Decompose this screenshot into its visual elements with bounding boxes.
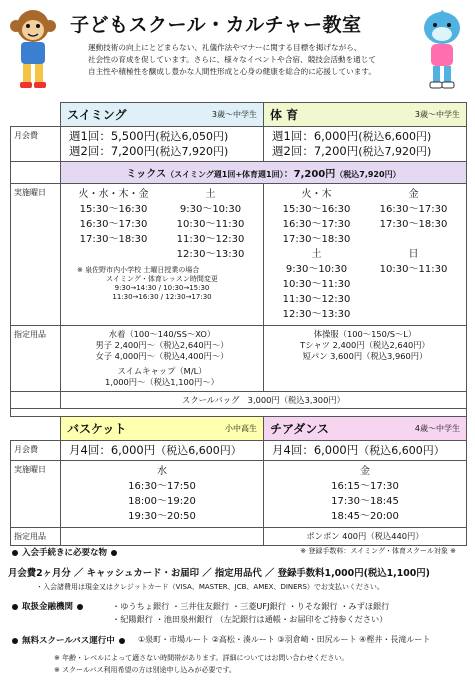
item-line: 体操服（100～150/S～L） xyxy=(313,329,417,339)
basket-items xyxy=(61,528,264,546)
item-line: 水着（100～140/SS～XO） xyxy=(108,329,216,339)
swimming-fee1-tax: (税込6,050円) xyxy=(155,130,229,143)
bag-left-cell xyxy=(11,392,61,409)
taiiku-fee1: 週1回：6,000円 xyxy=(272,129,359,143)
schedule-time: 16:30～17:30 xyxy=(79,219,148,230)
swimming-fee2-tax: (税込7,920円) xyxy=(155,145,229,158)
item-line: 女子 4,000円～（税込4,400円～） xyxy=(95,351,229,361)
schedule-time: 10:30～11:30 xyxy=(282,279,351,290)
schedule-time: 17:30～18:30 xyxy=(282,234,351,245)
schedule-time: 16:15～17:30 xyxy=(331,481,399,492)
cheer-schedule xyxy=(264,461,467,528)
intro-line: 自主性や積極性を醸成し豊かな人間性形成と心身の健康を総合的に応援しています。 xyxy=(88,66,376,76)
intro-text xyxy=(88,42,403,77)
schedule-time: 18:45～20:00 xyxy=(331,511,399,522)
taiiku-fee2-tax: (税込7,920円) xyxy=(358,145,432,158)
schedule-time: 11:30～12:30 xyxy=(282,294,351,305)
bank-line: ・ゆうちょ銀行 ・三井住友銀行 ・三菱UFJ銀行 ・りそな銀行 ・みずほ銀行 xyxy=(112,601,390,611)
schedule-time: 17:30～18:30 xyxy=(79,234,148,245)
bank-title: 取扱金融機関 xyxy=(22,602,74,612)
schedule-time: 16:30～17:50 xyxy=(128,481,196,492)
cheer-age: 4歳～中学生 xyxy=(414,424,460,433)
basket-fee-tax: （税込6,600円） xyxy=(155,444,242,457)
items-label: 指定用品 xyxy=(11,326,61,392)
cheer-header xyxy=(264,417,467,441)
item-line: 男子 2,400円～（税込2,640円～） xyxy=(95,340,229,350)
note-line: 9:30→14:30 / 10:30→15:30 xyxy=(114,284,210,292)
cheer-name: チアダンス xyxy=(270,422,329,436)
schedule-day: 日 xyxy=(408,249,419,260)
schedule-time: 9:30～10:30 xyxy=(285,264,348,275)
bank-list xyxy=(112,600,389,626)
enroll-heading xyxy=(8,546,121,558)
enroll-section xyxy=(8,546,470,592)
swimming-fee1: 週1回：5,500円 xyxy=(69,129,156,143)
footer-note: ※ スクールバス利用希望の方は別途申し込みが必要です。 xyxy=(54,666,236,674)
taiiku-header xyxy=(264,103,467,127)
bullet-icon xyxy=(77,604,83,610)
items-label: 指定用品 xyxy=(11,528,61,546)
footer-note: ※ 年齢・レベルによって適さない時間帯があります。詳細についてはお問い合わせください。 xyxy=(54,654,349,662)
schedule-day: 水 xyxy=(157,466,167,477)
bus-heading xyxy=(8,634,138,646)
note-line: スイミング・体育レッスン時間変更 xyxy=(106,275,218,283)
days-label: 実施曜日 xyxy=(11,461,61,528)
enroll-note: ※ 登録手数料：スイミング・体育スクール対象 ※ xyxy=(300,547,456,555)
swimming-name: スイミング xyxy=(67,108,127,122)
bus-title: 無料スクールバス運行中 xyxy=(22,636,115,646)
basket-age: 小中高生 xyxy=(225,424,257,433)
schedule-day: 土 xyxy=(311,249,322,260)
schedule-time: 16:30～17:30 xyxy=(282,219,351,230)
schedule-time: 18:00～19:20 xyxy=(128,496,196,507)
schedule-day: 火・水・木・金 xyxy=(78,189,149,200)
item-line: 短パン 3,600円（税込3,960円） xyxy=(302,351,428,361)
basket-name: バスケット xyxy=(67,422,127,436)
note-line: 11:30→16:30 / 12:30→17:30 xyxy=(112,293,212,301)
schedule-time: 11:30～12:30 xyxy=(176,234,245,245)
schedule-time: 10:30～11:30 xyxy=(379,264,448,275)
basket-fee-value: 月4回：6,000円 xyxy=(69,443,156,457)
taiiku-fee xyxy=(264,127,467,162)
mix-left-cell xyxy=(11,162,61,184)
monthly-fee-label: 月会費 xyxy=(11,127,61,162)
bus-section xyxy=(8,634,470,646)
monkey-mascot-icon xyxy=(6,6,60,92)
swimming-items xyxy=(61,326,264,392)
swimming-fee xyxy=(61,127,264,162)
school-bag: スクールバッグ 3,000円（税込3,300円） xyxy=(61,392,467,409)
swimming-header xyxy=(61,103,264,127)
schedule-time: 19:30～20:50 xyxy=(128,511,196,522)
bullet-icon xyxy=(111,550,117,556)
schedule-day: 土 xyxy=(205,189,216,200)
basket-header xyxy=(61,417,264,441)
bullet-icon xyxy=(12,604,18,610)
basket-fee xyxy=(61,441,264,461)
item-line: 1,000円～（税込1,100円～） xyxy=(105,377,219,387)
basket-schedule xyxy=(61,461,264,528)
swimming-age: 3歳～中学生 xyxy=(211,110,257,119)
schedule-time: 17:30～18:30 xyxy=(379,219,448,230)
schedule-time: 9:30～10:30 xyxy=(179,204,242,215)
days-label: 実施曜日 xyxy=(11,184,61,326)
bank-line: ・紀陽銀行 ・池田泉州銀行 （左記銀行は通帳・お届印をご持参ください） xyxy=(112,614,388,624)
taiiku-age: 3歳～中学生 xyxy=(414,110,460,119)
enroll-list: 月会費2ヶ月分 ／ キャッシュカード・お届印 ／ 指定用品代 ／ 登録手数料1,000円(税込1,100円) xyxy=(8,568,430,579)
mix-name: ミックス xyxy=(126,169,167,180)
bullet-icon xyxy=(12,550,18,556)
note-line: ※ 泉佐野市内小学校 土曜日授業の場合 xyxy=(77,266,200,274)
page-title: 子どもスクール・カルチャー教室 xyxy=(70,14,362,36)
saturday-note xyxy=(65,262,259,305)
mix-price: ：7,200円 xyxy=(283,169,336,180)
cheer-fee-value: 月4回：6,000円 xyxy=(272,443,359,457)
schedule-time: 15:30～16:30 xyxy=(79,204,148,215)
bullet-icon xyxy=(12,638,18,644)
bullet-icon xyxy=(119,638,125,644)
mix-detail: （スイミング週1回+体育週1回） xyxy=(166,170,284,179)
monthly-fee-label: 月会費 xyxy=(11,441,61,461)
bank-heading xyxy=(8,600,112,626)
taiiku-fee1-tax: (税込6,600円) xyxy=(358,130,432,143)
schedule-time: 10:30～11:30 xyxy=(176,219,245,230)
mix-row xyxy=(61,162,467,184)
course-table xyxy=(10,102,467,546)
item-line: Tシャツ 2,400円（税込2,640円） xyxy=(300,340,430,350)
schedule-time: 17:30～18:45 xyxy=(331,496,399,507)
intro-line: 社会性の育成を促しています。さらに、様々なイベントや合宿、競技会活動を通じて xyxy=(88,54,376,64)
intro-line: 運動技術の向上にとどまらない、礼儀作法やマナーに関する目標を掲げながら、 xyxy=(88,43,362,52)
schedule-time: 15:30～16:30 xyxy=(282,204,351,215)
swimming-fee2: 週2回：7,200円 xyxy=(69,144,156,158)
dolphin-mascot-icon xyxy=(415,6,469,92)
cheer-item: ポンポン 400円（税込440円） xyxy=(264,528,467,546)
section-spacer xyxy=(11,409,467,417)
taiiku-schedule xyxy=(264,184,467,326)
bank-section xyxy=(8,600,470,626)
taiiku-name: 体 育 xyxy=(270,108,299,122)
taiiku-items xyxy=(264,326,467,392)
cheer-fee xyxy=(264,441,467,461)
schedule-time: 12:30～13:30 xyxy=(282,309,351,320)
taiiku-fee2: 週2回：7,200円 xyxy=(272,144,359,158)
enroll-sub: ・入会諸費用は現金又はクレジットカード（VISA、MASTER、JCB、AMEX、DINERS）でお支払いください。 xyxy=(36,583,384,591)
footer-notes xyxy=(8,652,470,676)
schedule-time: 12:30～13:30 xyxy=(176,249,245,260)
schedule-day: 火・木 xyxy=(301,189,332,200)
corner-cell xyxy=(11,103,61,127)
schedule-time: 16:30～17:30 xyxy=(379,204,448,215)
schedule-day: 金 xyxy=(408,189,419,200)
corner-cell xyxy=(11,417,61,441)
enroll-title: 入会手続きに必要な物 xyxy=(22,548,108,558)
item-line: スイムキャップ（M/L） xyxy=(117,366,207,376)
swimming-schedule xyxy=(61,184,264,326)
mix-price-tax: （税込7,920円） xyxy=(335,170,401,179)
bus-routes: ①泉町・市場ルート ②高松・湊ルート ③羽倉崎・田尻ルート ④樫井・長滝ルート xyxy=(138,635,431,644)
schedule-day: 金 xyxy=(360,466,370,477)
cheer-fee-tax: （税込6,600円） xyxy=(358,444,445,457)
